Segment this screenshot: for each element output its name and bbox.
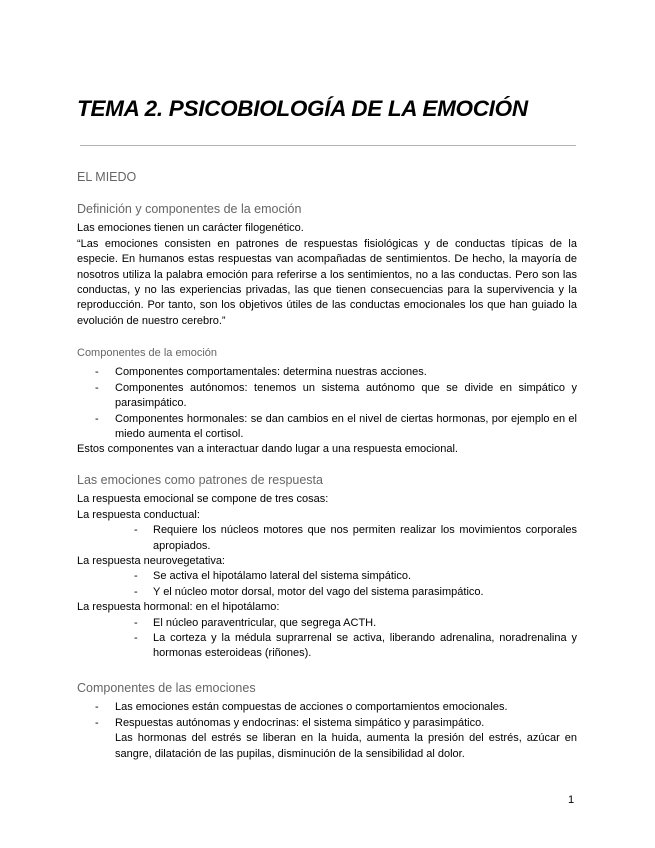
list-item-detail: Las hormonas del estrés se liberan en la huida, aumenta la presión del estrés, azúcar en sangre, dilatación de las pupilas, disminución de la sensibilidad al dolor. xyxy=(115,732,577,760)
conductual-label: La respuesta conductual: xyxy=(77,508,200,521)
emotion-components-block xyxy=(77,681,577,762)
list-item: - Y el núcleo motor dorsal, motor del vago del sistema parasimpático. xyxy=(77,585,577,600)
components-heading: Componentes de la emoción xyxy=(77,347,218,359)
section-heading-el-miedo: EL MIEDO xyxy=(77,170,137,184)
definition-heading: Definición y componentes de la emoción xyxy=(77,202,302,216)
hormonal-label: La respuesta hormonal: en el hipotálamo: xyxy=(77,601,280,614)
response-patterns-heading: Las emociones como patrones de respuesta xyxy=(77,473,323,487)
list-item: - La corteza y la médula suprarrenal se activa, liberando adrenalina, noradrenalina y hormonas esteroideas (riñones). xyxy=(77,631,577,662)
list-item xyxy=(77,716,577,762)
response-intro: La respuesta emocional se compone de tres cosas: xyxy=(77,493,329,506)
list-item: - Las emociones están compuestas de acciones o comportamientos emocionales. xyxy=(77,700,577,715)
list-item: - Componentes hormonales: se dan cambios en el nivel de ciertas hormonas, por ejemplo en el miedo aumenta el cortisol. xyxy=(77,412,577,443)
page-number: 1 xyxy=(568,794,575,806)
list-item: - Requiere los núcleos motores que nos permiten realizar los movimientos corporales apropiados. xyxy=(77,523,577,554)
list-item: - El núcleo paraventricular, que segrega ACTH. xyxy=(77,616,577,631)
document-title: TEMA 2. PSICOBIOLOGÍA DE LA EMOCIÓN xyxy=(77,96,528,121)
neurovegetativa-list xyxy=(77,569,577,600)
emotion-components-list xyxy=(77,700,577,762)
response-patterns-block xyxy=(77,473,577,662)
definition-quote: “Las emociones consisten en patrones de respuestas fisiológicas y de conductas típicas de la especie. En humanos estas respuestas van acompañadas de sentimientos. De hecho, la mayoría de nosotros utiliza la palabra emoción para referirse a los sentimientos, no a las conductas. Pero son las conductas, y no las experiencias privadas, las que tienen consecuencias para la supervivencia y la reproducción. Por tanto, son los objetivos útiles de las conductas emocionales los que han guiado la evolución de nuestro cerebro.” xyxy=(77,237,577,327)
definition-intro: Las emociones tienen un carácter filogenético. xyxy=(77,222,304,235)
components-block xyxy=(77,346,577,458)
components-closing: Estos componentes van a interactuar dando lugar a una respuesta emocional. xyxy=(77,443,458,456)
list-item: - Se activa el hipotálamo lateral del sistema simpático. xyxy=(77,569,577,584)
emotion-components-heading: Componentes de las emociones xyxy=(77,681,256,695)
list-item: - Componentes comportamentales: determina nuestras acciones. xyxy=(77,365,577,380)
conductual-list xyxy=(77,523,577,554)
list-item-text: Respuestas autónomas y endocrinas: el sistema simpático y parasimpático. xyxy=(115,716,485,729)
list-item: - Componentes autónomos: tenemos un sistema autónomo que se divide en simpático y parasimpático. xyxy=(77,381,577,412)
components-list xyxy=(77,365,577,442)
definition-block xyxy=(77,202,577,329)
hormonal-list xyxy=(77,616,577,662)
neurovegetativa-label: La respuesta neurovegetativa: xyxy=(77,555,225,568)
title-divider xyxy=(80,145,576,146)
